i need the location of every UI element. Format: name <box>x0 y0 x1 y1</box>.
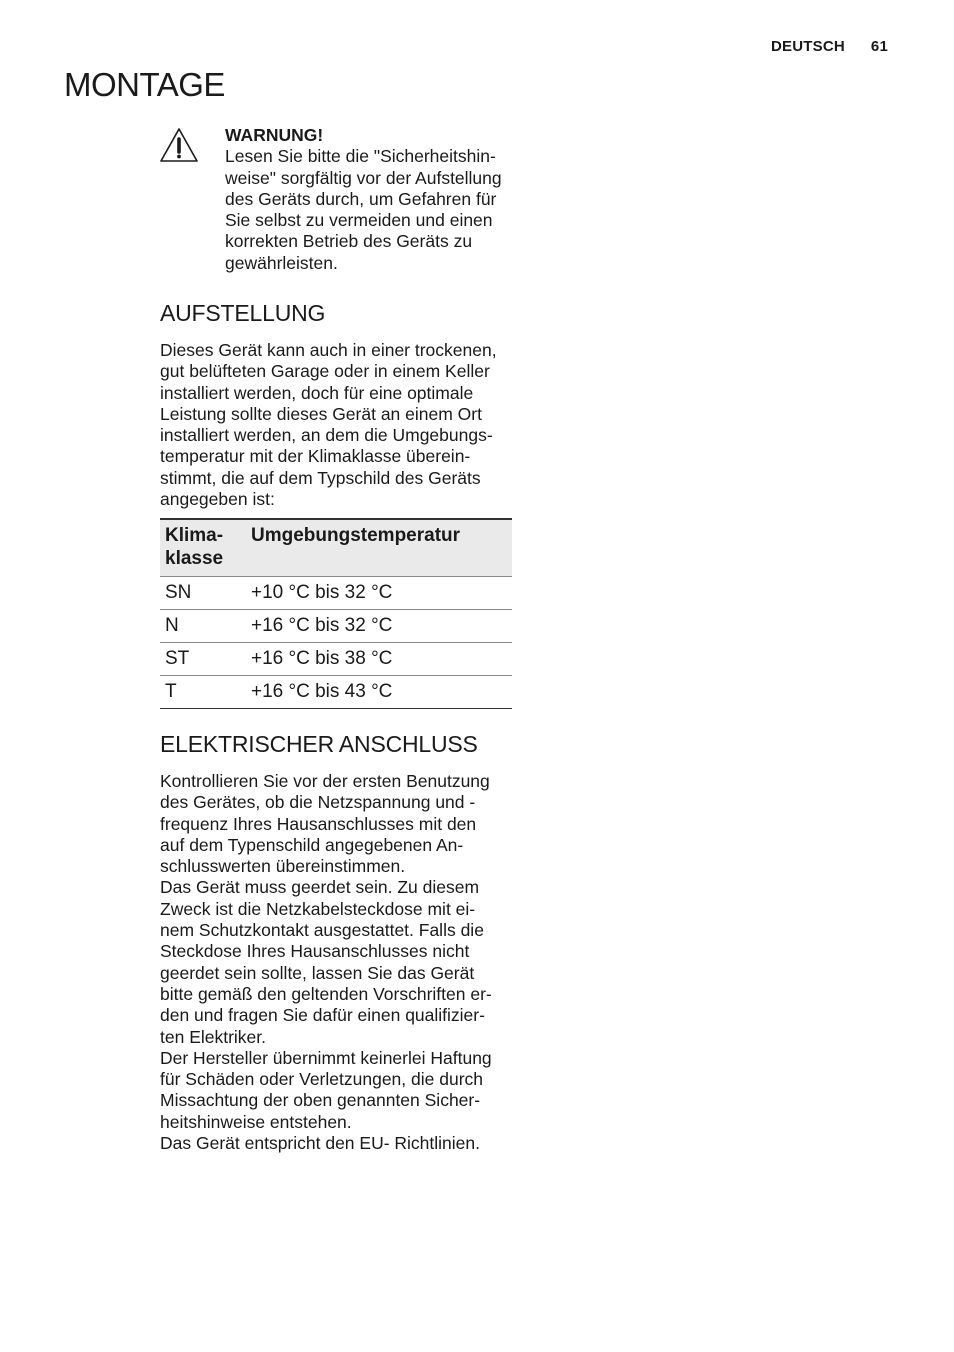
table-cell-class: SN <box>160 577 246 610</box>
table-cell-class: N <box>160 610 246 643</box>
warning-triangle-icon <box>159 127 199 163</box>
table-header-klimaklasse: Klima- klasse <box>160 519 246 577</box>
header-language: DEUTSCH <box>771 38 845 55</box>
table-cell-temperature: +16 °C bis 43 °C <box>246 676 512 709</box>
table-header-umgebungstemperatur: Umgebungstemperatur <box>246 519 512 577</box>
table-row <box>160 610 512 643</box>
warning-text: Lesen Sie bitte die "Sicherheitshin- weise" sorgfältig vor der Aufstellung des Geräts durch, um Gefahren für Sie selbst zu vermeiden und einen korrekten Betrieb des Geräts zu gewährleisten. <box>225 146 502 273</box>
warning-title: WARNUNG! <box>225 125 324 145</box>
page-header <box>771 38 888 55</box>
table-cell-temperature: +10 °C bis 32 °C <box>246 577 512 610</box>
page-title: MONTAGE <box>64 66 225 103</box>
table-row <box>160 577 512 610</box>
warning-box <box>225 125 525 274</box>
table-cell-temperature: +16 °C bis 38 °C <box>246 643 512 676</box>
elektrischer-anschluss-heading: ELEKTRISCHER ANSCHLUSS <box>160 731 478 757</box>
elektrischer-anschluss-text: Kontrollieren Sie vor der ersten Benutzung des Gerätes, ob die Netzspannung und - frequenz Ihres Hausanschlusses mit den auf dem Typenschild angegebenen An- schlusswerten übereinstimmen. Das Gerät muss geerdet sein. Zu diesem Zweck ist die Netzkabelsteckdose mit ei- nem Schutzkontakt ausgestattet. Falls die Steckdose Ihres Hausanschlusses nicht geerdet sein sollte, lassen Sie das Gerät bitte gemäß den geltenden Vorschriften er- den und fragen Sie dafür einen qualifizier- ten Elektriker. Der Hersteller übernimmt keinerlei Haftung für Schäden oder Verletzungen, die durch Missachtung der oben genannten Sicher- heitshinweise entstehen. Das Gerät entspricht den EU- Richtlinien. <box>160 771 492 1154</box>
table-row <box>160 676 512 709</box>
aufstellung-text: Dieses Gerät kann auch in einer trockenen, gut belüfteten Garage oder in einem Keller installiert werden, doch für eine optimale Leistung sollte dieses Gerät an einem Ort installiert werden, an dem die Umgebungs- temperatur mit der Klimaklasse überein- stimmt, die auf dem Typschild des Geräts angegeben ist: <box>160 340 497 510</box>
table-header-row <box>160 519 512 577</box>
table-cell-class: T <box>160 676 246 709</box>
table-row <box>160 643 512 676</box>
aufstellung-heading: AUFSTELLUNG <box>160 300 326 326</box>
table-cell-temperature: +16 °C bis 32 °C <box>246 610 512 643</box>
table-cell-class: ST <box>160 643 246 676</box>
section-aufstellung <box>160 300 515 510</box>
section-elektrischer-anschluss <box>160 731 515 1154</box>
page-number: 61 <box>870 38 888 55</box>
climate-class-table <box>160 518 512 709</box>
